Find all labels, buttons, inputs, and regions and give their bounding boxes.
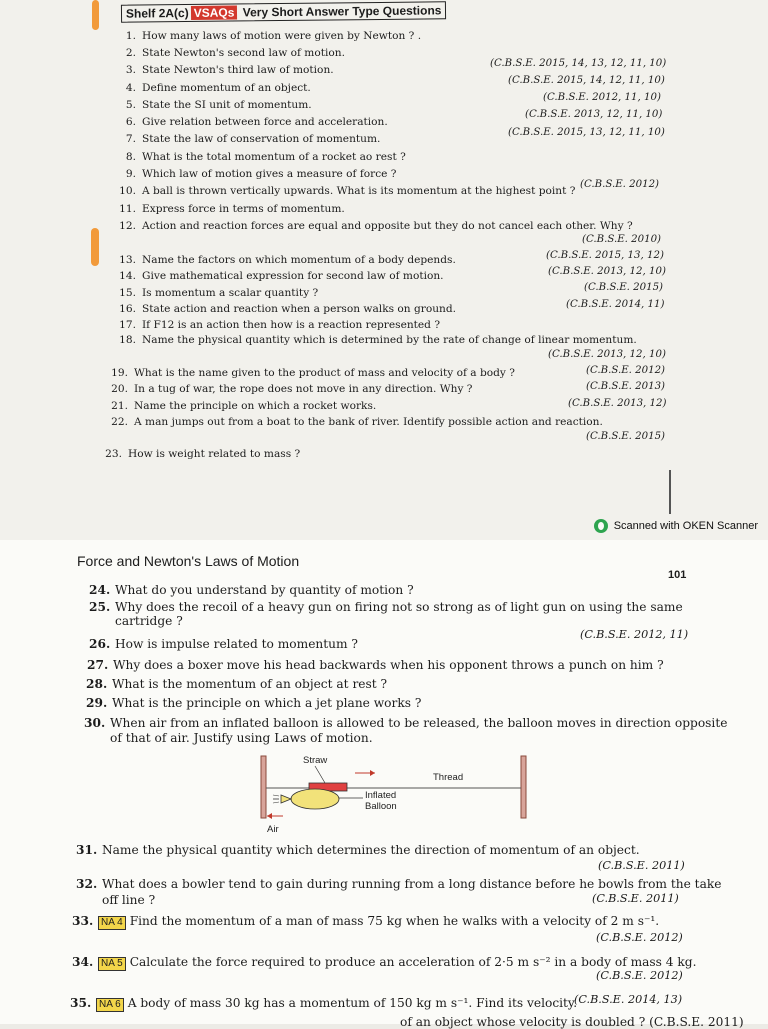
question-item: 10. A ball is thrown vertically upwards. What is its momentum at the highest point ? — [119, 185, 576, 197]
cbse-reference: (C.B.S.E. 2012, 11) — [580, 628, 689, 641]
question-item: 28. What is the momentum of an object at rest ? — [86, 677, 388, 691]
cbse-reference: (C.B.S.E. 2015, 13, 12, 11, 10) — [508, 127, 665, 138]
numerical-badge: NA 4 — [98, 916, 126, 930]
cbse-reference: (C.B.S.E. 2011) — [592, 892, 679, 905]
page-number: 101 — [668, 569, 687, 581]
cbse-reference: (C.B.S.E. 2015, 14, 13, 12, 11, 10) — [490, 58, 667, 69]
question-item: 24. What do you understand by quantity of motion ? — [89, 583, 414, 597]
question-item: 15. Is momentum a scalar quantity ? — [119, 287, 319, 299]
question-item: 26. How is impulse related to momentum ? — [89, 637, 358, 651]
cbse-reference: (C.B.S.E. 2015, 14, 12, 11, 10) — [508, 75, 665, 86]
question-item: 3. State Newton's third law of motion. — [125, 64, 334, 76]
cbse-reference: (C.B.S.E. 2011) — [598, 859, 685, 872]
cbse-reference: (C.B.S.E. 2013, 12, 10) — [548, 266, 666, 277]
cbse-reference: (C.B.S.E. 2013) — [586, 381, 666, 392]
question-item: 34. NA 5 Calculate the force required to produce an acceleration of 2·5 m s⁻² in a body of mass 4 kg. — [72, 955, 697, 969]
cbse-reference: (C.B.S.E. 2013, 12, 11, 10) — [525, 109, 663, 120]
balloon-rocket-figure — [255, 752, 540, 837]
air-label: Air — [267, 824, 279, 835]
question-item: 31. Name the physical quantity which determines the direction of momentum of an object. — [76, 843, 640, 857]
question-item: 9. Which law of motion gives a measure of force ? — [125, 168, 397, 180]
cbse-reference: (C.B.S.E. 2012, 11, 10) — [543, 92, 661, 103]
question-item: 22. A man jumps out from a boat to the bank of river. Identify possible action and reaction. — [111, 416, 603, 428]
orange-edge-mark — [92, 0, 99, 30]
question-item: cartridge ? — [115, 614, 183, 628]
question-item: 13. Name the factors on which momentum of a body depends. — [119, 254, 456, 266]
question-item: 20. In a tug of war, the rope does not move in any direction. Why ? — [111, 383, 473, 395]
cbse-reference: (C.B.S.E. 2015) — [584, 282, 664, 293]
question-item: 21. Name the principle on which a rocket works. — [111, 400, 377, 412]
cbse-reference: (C.B.S.E. 2013, 12, 10) — [548, 349, 666, 360]
question-item: 32. What does a bowler tend to gain during running from a long distance before he bowls from the take — [76, 877, 722, 891]
cut-off-line: of an object whose velocity is doubled ? (C.B.S.E. 2011) — [400, 1015, 744, 1029]
scanner-watermark: Scanned with OKEN Scanner — [594, 519, 758, 533]
orange-edge-mark — [91, 228, 99, 266]
cbse-reference: (C.B.S.E. 2012) — [596, 931, 683, 944]
question-item: 27. Why does a boxer move his head backwards when his opponent throws a punch on him ? — [87, 658, 664, 672]
question-item: 1. How many laws of motion were given by Newton ? . — [125, 30, 422, 42]
vsaq-badge: VSAQs — [191, 5, 238, 19]
inflated-label: Inflated — [365, 790, 397, 801]
section-title: Very Short Answer Type Questions — [242, 3, 442, 20]
question-item: 7. State the law of conservation of momentum. — [125, 133, 381, 145]
question-item: 8. What is the total momentum of a rocket ao rest ? — [125, 151, 406, 163]
shelf-label: Shelf 2A(c) — [125, 5, 189, 21]
question-item: 16. State action and reaction when a person walks on ground. — [119, 303, 457, 315]
question-item: 2. State Newton's second law of motion. — [125, 47, 345, 59]
cbse-reference: (C.B.S.E. 2014, 11) — [566, 299, 665, 310]
cbse-reference: (C.B.S.E. 2010) — [582, 234, 662, 245]
question-item: 33. NA 4 Find the momentum of a man of mass 75 kg when he walks with a velocity of 2 m s⁻¹. — [72, 914, 660, 928]
question-item: 4. Define momentum of an object. — [125, 82, 311, 94]
straw-label: Straw — [303, 755, 328, 766]
question-item: 14. Give mathematical expression for second law of motion. — [119, 270, 444, 282]
cbse-reference: (C.B.S.E. 2012) — [596, 969, 683, 982]
section-header — [121, 1, 447, 22]
question-item: 30. When air from an inflated balloon is allowed to be released, the balloon moves in direction opposite — [84, 716, 728, 730]
question-item: 19. What is the name given to the product of mass and velocity of a body ? — [111, 367, 515, 379]
cbse-reference: (C.B.S.E. 2012) — [586, 365, 666, 376]
chapter-title: Force and Newton's Laws of Motion — [77, 553, 300, 569]
balloon-label: Balloon — [365, 801, 397, 812]
thread-label: Thread — [433, 772, 464, 783]
cbse-reference: (C.B.S.E. 2012) — [580, 179, 660, 190]
question-item: 6. Give relation between force and acceleration. — [125, 116, 388, 128]
cbse-reference: (C.B.S.E. 2013, 12) — [568, 398, 667, 409]
numerical-badge: NA 6 — [96, 998, 124, 1012]
question-item: 29. What is the principle on which a jet plane works ? — [86, 696, 422, 710]
cbse-reference: (C.B.S.E. 2015, 13, 12) — [546, 250, 664, 261]
scanner-logo-icon — [594, 519, 608, 533]
question-item: 35. NA 6 A body of mass 30 kg has a momentum of 150 kg m s⁻¹. Find its velocity. — [70, 996, 578, 1010]
question-item: off line ? — [102, 893, 156, 907]
question-item: 5. State the SI unit of momentum. — [125, 99, 312, 111]
question-item: 12. Action and reaction forces are equal and opposite but they do not cancel each other. Why ? — [119, 220, 633, 232]
margin-line — [669, 470, 671, 514]
cbse-reference: (C.B.S.E. 2015) — [586, 431, 666, 442]
cbse-reference: (C.B.S.E. 2014, 13) — [574, 993, 683, 1006]
question-item: 23. How is weight related to mass ? — [105, 448, 301, 460]
question-item: 25. Why does the recoil of a heavy gun on firing not so strong as of light gun on using the same — [89, 600, 683, 614]
question-item: 18. Name the physical quantity which is determined by the rate of change of linear momentum. — [119, 334, 637, 346]
question-item: 11. Express force in terms of momentum. — [119, 203, 345, 215]
question-item: 17. If F12 is an action then how is a reaction represented ? — [119, 319, 441, 331]
numerical-badge: NA 5 — [98, 957, 126, 971]
question-item: of that of air. Justify using Laws of motion. — [110, 731, 373, 745]
